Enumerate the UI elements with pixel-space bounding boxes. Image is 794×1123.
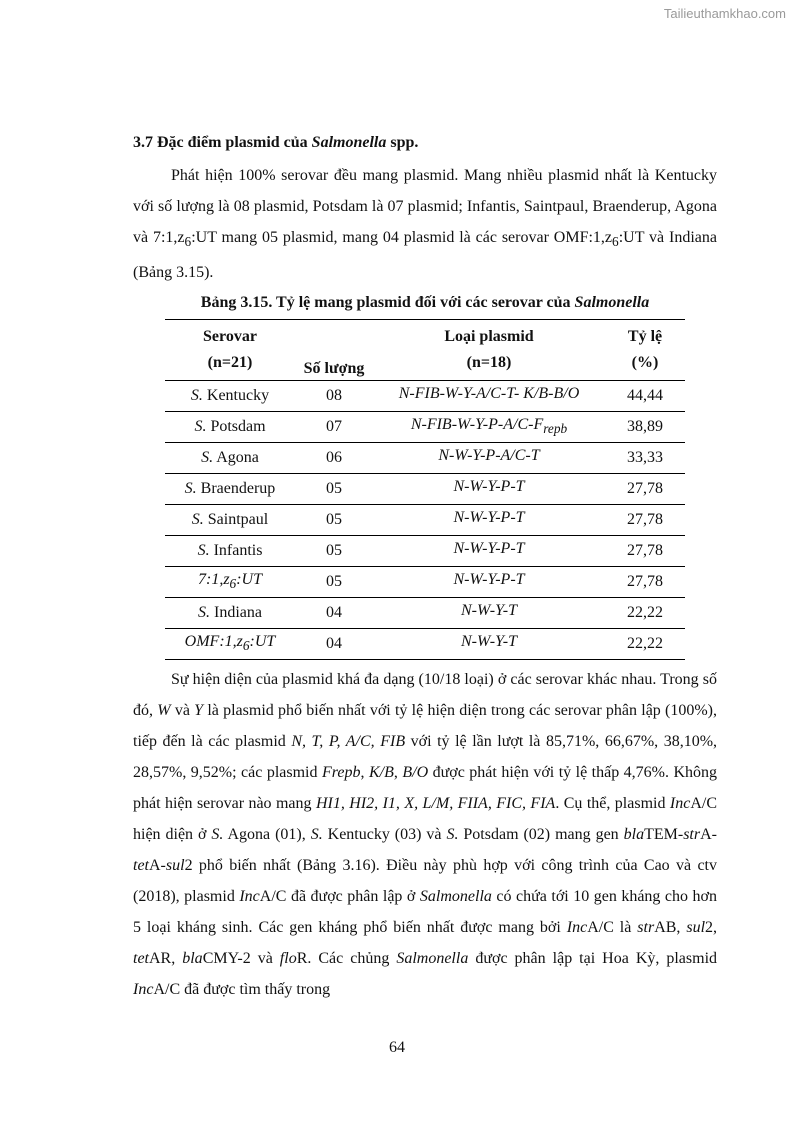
cell-serovar: S. Potsdam bbox=[165, 412, 295, 443]
cell-count: 05 bbox=[295, 536, 373, 567]
cell-count: 04 bbox=[295, 629, 373, 660]
cell-rate: 27,78 bbox=[605, 474, 685, 505]
cell-count: 07 bbox=[295, 412, 373, 443]
table-row bbox=[165, 598, 685, 629]
cell-serovar: S. Saintpaul bbox=[165, 505, 295, 536]
watermark: Tailieuthamkhao.com bbox=[663, 6, 786, 21]
cell-plasmid: N-W-Y-T bbox=[373, 629, 605, 660]
cell-serovar: $7:1,z_6:UT$ bbox=[165, 567, 295, 598]
header-count: Số lượng bbox=[295, 320, 373, 381]
header-rate: Tỷ lệ bbox=[605, 320, 685, 349]
table-row bbox=[165, 505, 685, 536]
table-row bbox=[165, 381, 685, 412]
table-row bbox=[165, 474, 685, 505]
cell-plasmid: N-W-Y-P-T bbox=[373, 505, 605, 536]
table-row bbox=[165, 536, 685, 567]
cell-plasmid: N-W-Y-P-T bbox=[373, 474, 605, 505]
cell-rate: 22,22 bbox=[605, 629, 685, 660]
cell-serovar: S. Infantis bbox=[165, 536, 295, 567]
table-row bbox=[165, 443, 685, 474]
cell-serovar: S. Indiana bbox=[165, 598, 295, 629]
cell-serovar: S. Kentucky bbox=[165, 381, 295, 412]
plasmid-table bbox=[165, 319, 685, 660]
cell-plasmid: N-W-Y-P-A/C-T bbox=[373, 443, 605, 474]
cell-plasmid: N-FIB-W-Y-A/C-T- K/B-B/O bbox=[373, 381, 605, 412]
header-serovar: Serovar bbox=[165, 320, 295, 349]
cell-plasmid: N-W-Y-P-T bbox=[373, 536, 605, 567]
cell-count: 05 bbox=[295, 567, 373, 598]
cell-rate: 33,33 bbox=[605, 443, 685, 474]
cell-rate: 44,44 bbox=[605, 381, 685, 412]
cell-rate: 27,78 bbox=[605, 567, 685, 598]
cell-rate: 22,22 bbox=[605, 598, 685, 629]
cell-count: 04 bbox=[295, 598, 373, 629]
cell-count: 05 bbox=[295, 474, 373, 505]
section-heading: 3.7 Đặc điểm plasmid của Salmonella spp. bbox=[133, 134, 419, 151]
cell-count: 06 bbox=[295, 443, 373, 474]
cell-count: 05 bbox=[295, 505, 373, 536]
cell-serovar: S. Braenderup bbox=[165, 474, 295, 505]
cell-plasmid: $N-FIB-W-Y-P-A/C-F_{repb}$ bbox=[373, 412, 605, 443]
table-row bbox=[165, 412, 685, 443]
table-caption: Bảng 3.15. Tỷ lệ mang plasmid đối với các serovar của Salmonella bbox=[200, 294, 650, 312]
cell-serovar: $OMF:1,z_6:UT$ bbox=[165, 629, 295, 660]
header-plasmid: Loại plasmid bbox=[373, 320, 605, 349]
page-content bbox=[133, 132, 717, 1005]
intro-paragraph: Phát hiện 100% serovar đều mang plasmid. Mang nhiều plasmid nhất là Kentucky với số lượng là 08 plasmid, Potsdam là 07 plasmid; Infantis, Saintpaul, Braenderup, Agona và $7:1,z_6:UT$ mang 05 plasmid, mang 04 plasmid là các serovar $OMF:1,z_6:UT$ và Indiana (Bảng 3.15). bbox=[133, 167, 717, 282]
header-plasmid-n: (n=18) bbox=[373, 348, 605, 381]
table-row bbox=[165, 567, 685, 598]
cell-plasmid: N-W-Y-P-T bbox=[373, 567, 605, 598]
header-serovar-n: (n=21) bbox=[165, 348, 295, 381]
table-row bbox=[165, 629, 685, 660]
cell-count: 08 bbox=[295, 381, 373, 412]
discussion-paragraph: Sự hiện diện của plasmid khá đa dạng (10/18 loại) ở các serovar khác nhau. Trong số đó, W và Y là plasmid phổ biến nhất với tỷ lệ hiện diện trong các serovar phân lập (100%), tiếp đến là các plasmid N, T, P, A/C, FIB với tỷ lệ lần lượt là 85,71%, 66,67%, 38,10%, 28,57%, 9,52%; các plasmid Frepb, K/B, B/O được phát hiện với tỷ lệ thấp 4,76%. Không phát hiện serovar nào mang HI1, HI2, I1, X, L/M, FIIA, FIC, FIA. Cụ thể, plasmid IncA/C hiện diện ở S. Agona (01), S. Kentucky (03) và S. Potsdam (02) mang gen blaTEM-strA-tetA-sul2 phổ biến nhất (Bảng 3.16). Điều này phù hợp với công trình của Cao và ctv (2018), plasmid IncA/C đã được phân lập ở Salmonella có chứa tới 10 gen kháng cho hơn 5 loại kháng sinh. Các gen kháng phổ biến nhất được mang bởi IncA/C là strAB, sul2, tetAR, blaCMY-2 và floR. Các chủng Salmonella được phân lập tại Hoa Kỳ, plasmid IncA/C đã được tìm thấy trong bbox=[133, 671, 718, 999]
cell-rate: 38,89 bbox=[605, 412, 685, 443]
cell-serovar: S. Agona bbox=[165, 443, 295, 474]
cell-rate: 27,78 bbox=[605, 505, 685, 536]
cell-plasmid: N-W-Y-T bbox=[373, 598, 605, 629]
header-rate-unit: (%) bbox=[605, 348, 685, 381]
cell-rate: 27,78 bbox=[605, 536, 685, 567]
page-number: 64 bbox=[389, 1039, 405, 1056]
